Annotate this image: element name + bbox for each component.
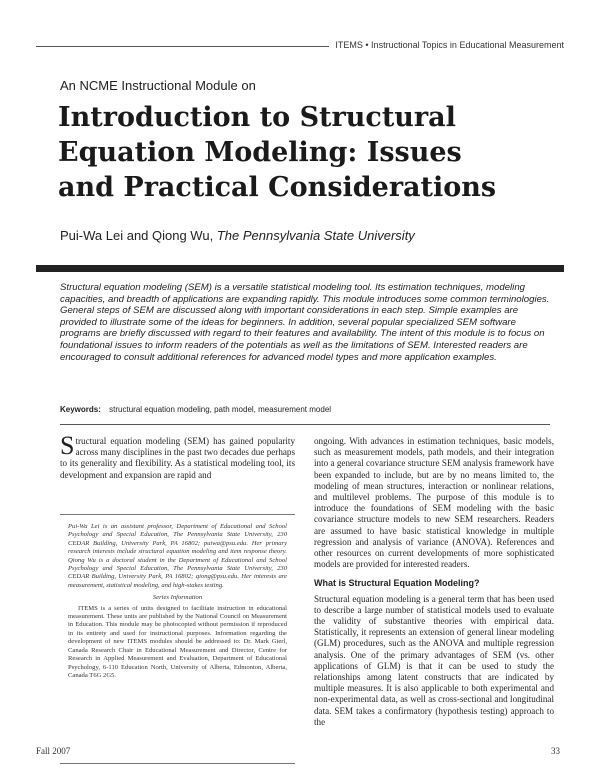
running-head: ITEMS • Instructional Topics in Educational Measurement xyxy=(329,40,564,50)
title-line-3: and Practical Considerations xyxy=(58,172,497,203)
author-bio: Pui-Wa Lei is an assistant professor, Department of Educational and School Psychology and Special Education, The Pennsylvania State University, 230 CEDAR Building, University Park, PA 16802; puiwa@psu.edu. Her primary research interests include structural equation modeling and item response theory. Qiong Wu is a doctoral student in the Department of Educational and School Psychology and Special Education, The Pennsylvania State University, 230 CEDAR Building, University Park, PA 16802; qiong@psu.edu. Her interests are measurement, statistical modeling, and high-stakes testing. xyxy=(68,523,287,589)
keywords-text: structural equation modeling, path model, measurement model xyxy=(109,405,332,414)
intro-text-right: ongoing. With advances in estimation techniques, basic models, such as measurement models, path models, and their integration into a general covariance structure SEM analysis framework have been expanded to include, but are by no means limited to, the modeling of mean structures, interaction or nonlinear relations, and multilevel problems. The purpose of this module is to introduce the foundations of SEM modeling with the basic covariance structure models to new SEM researchers. Readers are assumed to have basic statistical knowledge in multiple regression and analysis of variance (ANOVA). References and other resources on current developments of more sophisticated models are provided for interested readers. xyxy=(314,436,554,570)
author-affiliation: The Pennsylvania State University xyxy=(216,228,415,243)
series-info-text: ITEMS is a series of units designed to facilitate instruction in educational measurement. These units are published by the National Council on Measurement in Education. This module may be photocopied without permission if reproduced in its entirety and used for instructional purposes. Information regarding the development of new ITEMS modules should be addressed to: Dr. Mark Gierl, Canada Research Chair in Educational Measurement and Director, Centre for Research in Applied Measurement and Evaluation, Department of Educational Psychology, 6-110 Education North, University of Alberta, Edmonton, Alberta, Canada T6G 2G5. xyxy=(68,604,287,679)
article-title xyxy=(58,100,558,205)
intro-paragraph xyxy=(60,431,295,481)
keywords xyxy=(60,405,331,414)
intro-text-left: tructural equation modeling (SEM) has gained popularity across many disciplines in the past two decades due perhaps to its generality and flexibility. As a statistical modeling tool, its development and expansion are rapid and xyxy=(60,436,295,480)
title-divider-bar xyxy=(36,265,564,272)
abstract: Structural equation modeling (SEM) is a versatile statistical modeling tool. Its estimation techniques, modeling capacities, and breadth of applications are expanding rapidly. This module introduces some common terminologies. General steps of SEM are discussed along with important considerations in each step. Simple examples are provided to illustrate some of the ideas for beginners. In addition, several popular specialized SEM software programs are briefly discussed with regard to their features and availability. The intent of this module is to focus on foundational issues to inform readers of the potentials as well as the limitations of SEM. Interested readers are encouraged to consult additional references for advanced model types and more application examples. xyxy=(60,282,550,363)
footer-page-number: 33 xyxy=(551,746,560,756)
keywords-rule xyxy=(60,424,550,425)
author-line xyxy=(60,228,415,243)
section-text: Structural equation modeling is a general term that has been used to describe a large number of statistical models used to evaluate the validity of substantive theories with empirical data. Statistically, it represents an extension of general linear modeling (GLM) procedures, such as the ANOVA and multiple regression analysis. One of the primary advantages of SEM (vs. other applications of GLM) is that it can be used to study the relationships among latent constructs that are indicated by multiple measures. It is also applicable to both experimental and non-experimental data, as well as cross-sectional and longitudinal data. SEM takes a confirmatory (hypothesis testing) approach to the xyxy=(314,593,554,727)
article-kicker: An NCME Instructional Module on xyxy=(60,78,256,93)
keywords-label: Keywords: xyxy=(60,405,101,414)
section-heading: What is Structural Equation Modeling? xyxy=(314,578,480,589)
footer-issue: Fall 2007 xyxy=(36,746,71,756)
title-line-1: Introduction to Structural xyxy=(58,102,456,133)
body-column-right xyxy=(314,436,554,728)
title-line-2: Equation Modeling: Issues xyxy=(58,137,462,168)
author-series-sidebar xyxy=(60,514,295,764)
drop-cap: S xyxy=(60,431,75,460)
author-names: Pui-Wa Lei and Qiong Wu, xyxy=(60,228,214,243)
body-column-left xyxy=(60,431,295,481)
series-info-heading: Series Information xyxy=(152,594,203,602)
